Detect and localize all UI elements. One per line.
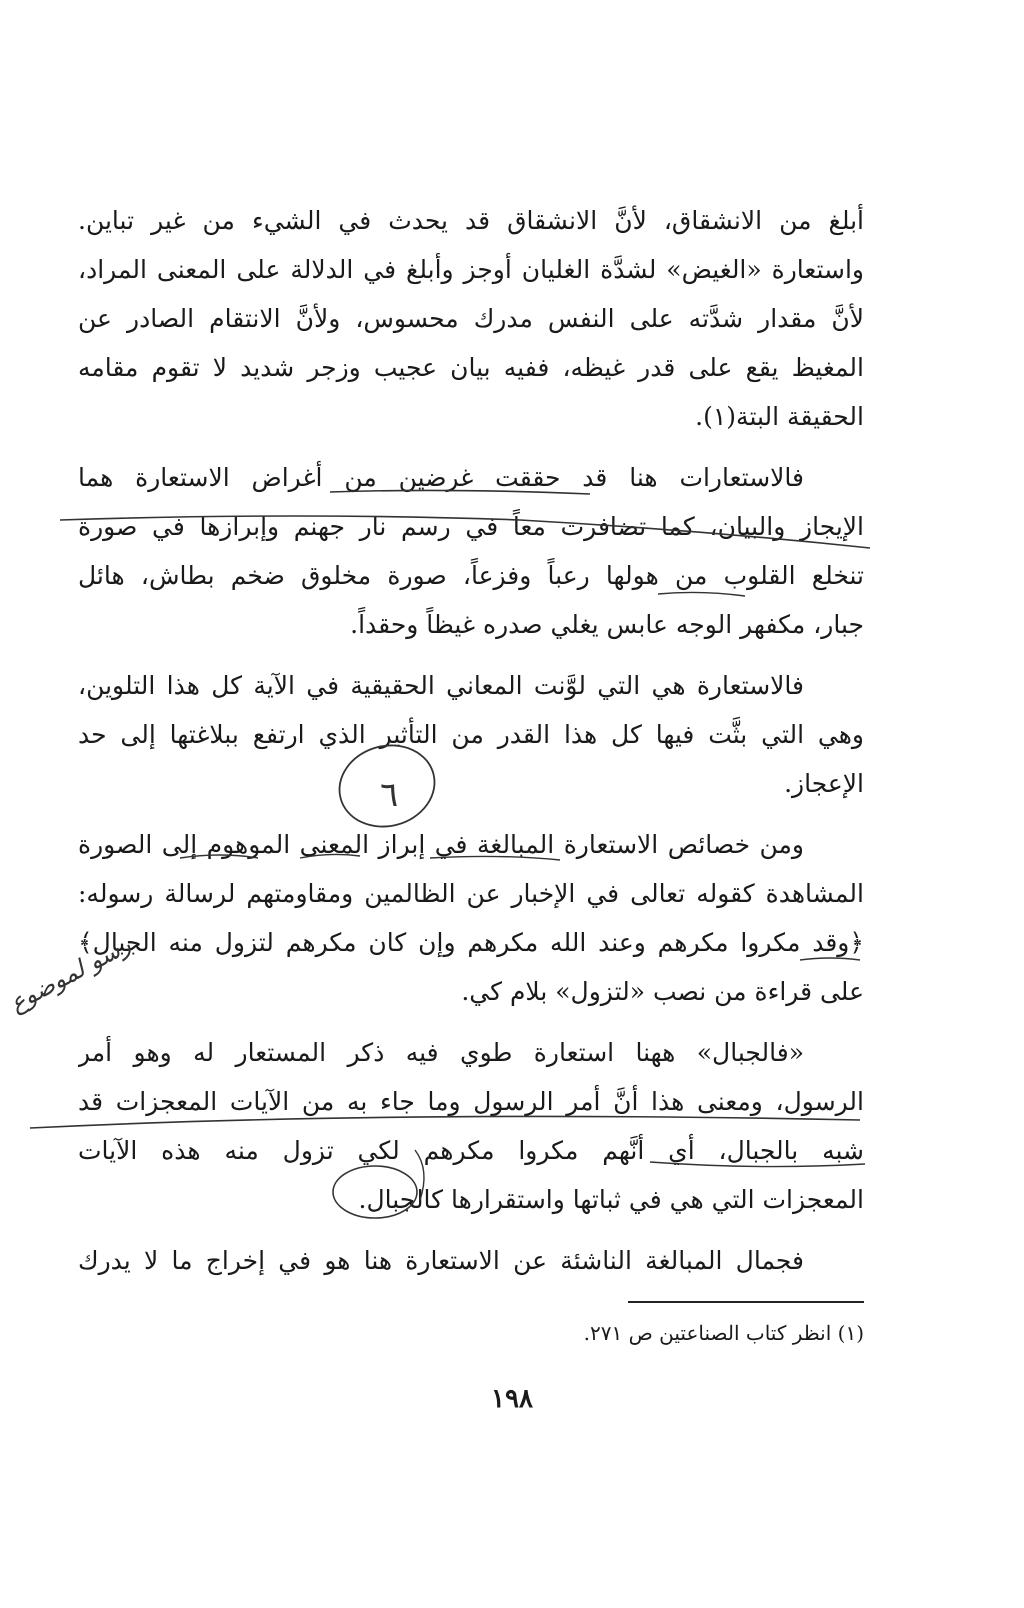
text-line: وهي التي بثَّت فيها كل هذا القدر من التأثير الذي ارتفع ببلاغتها إلى حد [78, 720, 864, 749]
quran-verse-line: ﴿وقد مكروا مكرهم وعند الله مكرهم وإن كان مكرهم لتزول منه الجبال﴾ [78, 928, 864, 957]
text-line: فالاستعارة هي التي لوَّنت المعاني الحقيقية في الآية كل هذا التلوين، [78, 671, 804, 700]
paragraph-2 [78, 453, 864, 649]
text-line: فالاستعارات هنا قد حققت غرضين من أغراض الاستعارة هما [78, 463, 804, 492]
handwritten-margin-note: رسو لموضوع [5, 930, 136, 1018]
text-line: ومن خصائص الاستعارة المبالغة في إبراز المعنى الموهوم إلى الصورة [78, 830, 804, 859]
body-text [78, 196, 864, 1285]
footnote: (١) انظر كتاب الصناعتين ص ٢٧١. [583, 1321, 864, 1345]
text-line: فجمال المبالغة الناشئة عن الاستعارة هنا هو في إخراج ما لا يدرك [78, 1246, 804, 1275]
text-line: على قراءة من نصب «لتزول» بلام كي. [461, 977, 864, 1006]
text-line: الإعجاز. [784, 769, 864, 798]
paragraph-4 [78, 820, 864, 1016]
page-number: ١٩٨ [491, 1384, 533, 1414]
paragraph-1 [78, 196, 864, 441]
text-line: «فالجبال» ههنا استعارة طوي فيه ذكر المستعار له وهو أمر [78, 1038, 804, 1067]
circled-mark: ٦ [380, 775, 399, 815]
text-line: واستعارة «الغيض» لشدَّة الغليان أوجز وأبلغ في الدلالة على المعنى المراد، [78, 255, 864, 284]
text-line: لأنَّ مقدار شدَّته على النفس مدرك محسوس، ولأنَّ الانتقام الصادر عن [78, 304, 864, 333]
text-line: الحقيقة البتة(١). [695, 402, 864, 431]
paragraph-6 [78, 1236, 864, 1285]
paragraph-3 [78, 661, 864, 808]
text-line: المعجزات التي هي في ثباتها واستقرارها كالجبال. [358, 1185, 864, 1214]
text-line: أبلغ من الانشقاق، لأنَّ الانشقاق قد يحدث في الشيء من غير تباين. [78, 206, 864, 235]
text-line: المشاهدة كقوله تعالى في الإخبار عن الظالمين ومقاومتهم لرسالة رسوله: [78, 879, 864, 908]
text-line: تنخلع القلوب من هولها رعباً وفزعاً، صورة مخلوق ضخم بطاش، هائل [78, 561, 864, 590]
text-line: الرسول، ومعنى هذا أنَّ أمر الرسول وما جاء به من الآيات المعجزات قد [78, 1087, 864, 1116]
paragraph-5 [78, 1028, 864, 1224]
text-line: جبار، مكفهر الوجه عابس يغلي صدره غيظاً وحقداً. [350, 610, 864, 639]
text-line: الإيجاز والبيان، كما تضافرت معاً في رسم نار جهنم وإبرازها في صورة [78, 512, 864, 541]
footnote-divider [628, 1301, 864, 1303]
text-line: المغيظ يقع على قدر غيظه، ففيه بيان عجيب وزجر شديد لا تقوم مقامه [78, 353, 864, 382]
text-line: شبه بالجبال، أي أنَّهم مكروا مكرهم لكي تزول منه هذه الآيات [78, 1136, 864, 1165]
